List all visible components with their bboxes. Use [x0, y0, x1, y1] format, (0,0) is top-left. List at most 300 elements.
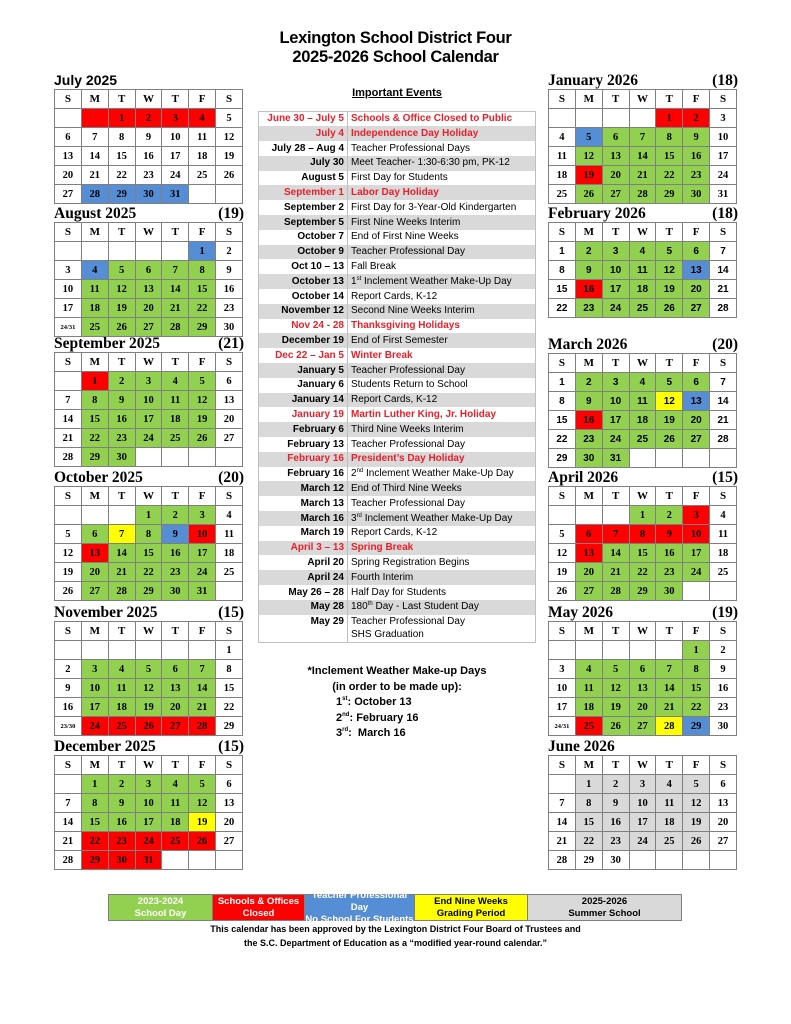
event-row: [259, 585, 536, 600]
day-cell: 7: [656, 660, 683, 679]
weekday-header: S: [549, 90, 576, 109]
legend-item-r: [213, 895, 305, 920]
day-cell: 16: [108, 410, 135, 429]
day-cell: 22: [135, 563, 162, 582]
weekday-header: S: [55, 756, 82, 775]
day-cell: 11: [629, 392, 656, 411]
day-cell: 11: [81, 280, 108, 299]
event-text-secondary: SHS Graduation: [351, 629, 424, 641]
day-cell: 28: [55, 448, 82, 467]
day-cell: 18: [629, 411, 656, 430]
day-cell: 25: [162, 429, 189, 448]
event-description: [348, 259, 536, 274]
day-cell: 16: [108, 813, 135, 832]
day-cell: 18: [216, 544, 243, 563]
month-header: [54, 335, 244, 352]
day-cell: 23: [575, 299, 602, 318]
legend-item-s: [528, 895, 681, 920]
event-row: [259, 185, 536, 200]
day-cell: [710, 582, 737, 601]
day-cell: 12: [602, 679, 629, 698]
week-row: [549, 411, 737, 430]
day-cell: 18: [656, 813, 683, 832]
day-cell: 27: [135, 318, 162, 337]
day-cell: 20: [135, 299, 162, 318]
month-name: November 2025: [54, 604, 158, 621]
day-cell: 30: [602, 851, 629, 870]
school-day-count: (19): [712, 604, 738, 621]
day-cell: 2: [710, 641, 737, 660]
day-cell: 21: [602, 563, 629, 582]
weekday-header: T: [162, 756, 189, 775]
weekday-header: F: [683, 354, 710, 373]
day-cell: 13: [216, 391, 243, 410]
week-row: [55, 280, 243, 299]
day-cell: 8: [549, 261, 576, 280]
day-cell: 5: [135, 660, 162, 679]
event-row: [259, 112, 536, 127]
week-row: [549, 698, 737, 717]
week-row: [55, 851, 243, 870]
week-row: [549, 449, 737, 468]
event-date: April 3 – 13: [259, 541, 348, 556]
day-cell: 17: [135, 410, 162, 429]
month-november-2025: [54, 604, 244, 736]
day-cell: [710, 851, 737, 870]
weekday-header: W: [135, 223, 162, 242]
weekday-header: F: [189, 353, 216, 372]
day-cell: 13: [216, 794, 243, 813]
event-date: October 14: [259, 289, 348, 304]
day-cell: 13: [710, 794, 737, 813]
day-cell: 27: [81, 582, 108, 601]
day-cell: 15: [81, 813, 108, 832]
day-cell: 23/30: [55, 717, 82, 736]
event-text: Teacher Professional Days: [351, 142, 470, 154]
day-cell: 10: [549, 679, 576, 698]
week-row: [549, 430, 737, 449]
weekday-header: T: [162, 487, 189, 506]
month-name: February 2026: [548, 205, 646, 222]
ordinal-suffix: th: [367, 601, 373, 608]
weekday-header: S: [216, 223, 243, 242]
event-text: Fourth Interim: [351, 571, 414, 583]
day-cell: 20: [710, 813, 737, 832]
day-cell: 9: [135, 128, 162, 147]
day-cell: 23: [575, 430, 602, 449]
day-cell: 31: [710, 185, 737, 204]
day-cell: 8: [81, 391, 108, 410]
day-cell: [81, 506, 108, 525]
day-cell: 14: [629, 147, 656, 166]
week-row: [55, 128, 243, 147]
event-date: Oct 10 – 13: [259, 259, 348, 274]
weekday-header: T: [656, 622, 683, 641]
day-cell: 28: [549, 851, 576, 870]
weekday-header: M: [81, 223, 108, 242]
event-row: [259, 348, 536, 363]
day-cell: 29: [216, 717, 243, 736]
day-cell: 1: [656, 109, 683, 128]
month-october-2025: [54, 469, 244, 601]
weekday-header: M: [81, 622, 108, 641]
day-cell: 26: [549, 582, 576, 601]
ordinal-number: 2: [336, 711, 343, 724]
day-cell: 23: [108, 429, 135, 448]
day-cell: 19: [108, 299, 135, 318]
weekday-header: F: [189, 90, 216, 109]
weekday-header: T: [108, 223, 135, 242]
day-cell: 17: [602, 411, 629, 430]
event-date: November 12: [259, 304, 348, 319]
week-row: [55, 372, 243, 391]
weekday-header: T: [656, 354, 683, 373]
day-cell: 27: [602, 185, 629, 204]
day-cell: 10: [629, 794, 656, 813]
day-cell: 17: [135, 813, 162, 832]
weekday-header-row: [549, 90, 737, 109]
day-cell: 17: [602, 280, 629, 299]
day-cell: 21: [710, 411, 737, 430]
weekday-header: W: [629, 487, 656, 506]
day-cell: 11: [710, 525, 737, 544]
weekday-header-row: [55, 353, 243, 372]
ordinal-number: 2: [351, 468, 357, 480]
day-cell: 14: [55, 813, 82, 832]
week-row: [55, 660, 243, 679]
event-description: [348, 319, 536, 334]
day-cell: [683, 582, 710, 601]
week-row: [55, 563, 243, 582]
day-cell: 16: [162, 544, 189, 563]
weekday-header: S: [55, 622, 82, 641]
weekday-header: W: [135, 622, 162, 641]
event-description: [348, 156, 536, 171]
day-cell: 19: [55, 563, 82, 582]
day-cell: [162, 448, 189, 467]
day-cell: 27: [55, 185, 82, 204]
day-cell: 26: [575, 185, 602, 204]
week-row: [55, 299, 243, 318]
day-cell: 14: [656, 679, 683, 698]
event-row: [259, 363, 536, 378]
day-cell: 17: [549, 698, 576, 717]
day-cell: 3: [710, 109, 737, 128]
ordinal-number: 180: [351, 601, 368, 613]
day-cell: 16: [656, 544, 683, 563]
day-cell: 20: [162, 698, 189, 717]
week-row: [549, 813, 737, 832]
month-name: May 2026: [548, 604, 614, 621]
event-text: Independence Day Holiday: [351, 127, 479, 139]
weekday-header: W: [629, 622, 656, 641]
event-text: Teacher Professional Day: [351, 438, 465, 450]
day-cell: 7: [108, 525, 135, 544]
day-cell: 9: [710, 660, 737, 679]
event-description: [348, 437, 536, 452]
month-header: [54, 469, 244, 486]
week-row: [55, 506, 243, 525]
day-cell: 14: [81, 147, 108, 166]
event-description: [348, 511, 536, 526]
day-cell: 1: [81, 372, 108, 391]
event-description: [348, 185, 536, 200]
day-cell: 19: [549, 563, 576, 582]
event-description: [348, 467, 536, 482]
week-row: [55, 775, 243, 794]
day-cell: 24: [710, 166, 737, 185]
weekday-header: S: [216, 487, 243, 506]
event-description: [348, 600, 536, 615]
weekday-header: F: [683, 622, 710, 641]
weekday-header: S: [549, 756, 576, 775]
event-description: [348, 348, 536, 363]
legend-label-line-2: Grading Period: [436, 907, 506, 919]
event-row: [259, 259, 536, 274]
event-date: May 28: [259, 600, 348, 615]
day-cell: 22: [81, 832, 108, 851]
day-cell: 15: [575, 813, 602, 832]
weekday-header: T: [656, 223, 683, 242]
month-header: [54, 738, 244, 755]
event-row: [259, 496, 536, 511]
week-row: [55, 147, 243, 166]
day-cell: 15: [135, 544, 162, 563]
page-subtitle: 2025-2026 School Calendar: [292, 48, 499, 66]
legend-item-g: [109, 895, 213, 920]
day-cell: 4: [81, 261, 108, 280]
day-cell: 2: [575, 242, 602, 261]
weekday-header: T: [162, 353, 189, 372]
day-cell: 20: [683, 280, 710, 299]
day-cell: [602, 641, 629, 660]
event-description: [348, 274, 536, 289]
day-cell: 11: [216, 525, 243, 544]
day-cell: 7: [710, 242, 737, 261]
weekday-header: S: [710, 756, 737, 775]
week-row: [549, 717, 737, 736]
day-cell: 13: [55, 147, 82, 166]
day-cell: 9: [656, 525, 683, 544]
event-date: February 6: [259, 422, 348, 437]
day-cell: 14: [602, 544, 629, 563]
day-cell: 8: [81, 794, 108, 813]
event-text: Report Cards, K-12: [351, 527, 438, 539]
day-cell: 4: [162, 372, 189, 391]
day-cell: 19: [656, 411, 683, 430]
day-cell: 13: [683, 261, 710, 280]
day-cell: 23: [135, 166, 162, 185]
week-row: [55, 391, 243, 410]
day-cell: 4: [629, 242, 656, 261]
week-row: [549, 544, 737, 563]
weekday-header: F: [683, 223, 710, 242]
event-date: December 19: [259, 333, 348, 348]
event-date: May 26 – 28: [259, 585, 348, 600]
week-row: [549, 775, 737, 794]
month-may-2026: [548, 604, 738, 736]
day-cell: 17: [55, 299, 82, 318]
week-row: [55, 185, 243, 204]
day-cell: 14: [710, 261, 737, 280]
day-cell: 26: [216, 166, 243, 185]
weekday-header: W: [629, 223, 656, 242]
day-cell: [162, 242, 189, 261]
day-cell: 30: [108, 851, 135, 870]
event-description: [348, 615, 536, 643]
weekday-header-row: [549, 223, 737, 242]
day-cell: 23: [108, 832, 135, 851]
day-cell: 9: [108, 794, 135, 813]
weekday-header: T: [108, 90, 135, 109]
day-cell: 8: [575, 794, 602, 813]
event-text: Report Cards, K-12: [351, 290, 438, 302]
month-name: October 2025: [54, 469, 143, 486]
day-cell: 14: [549, 813, 576, 832]
day-cell: 27: [683, 299, 710, 318]
weekday-header: T: [162, 90, 189, 109]
day-cell: 5: [656, 242, 683, 261]
day-cell: 2: [683, 109, 710, 128]
day-cell: 23: [216, 299, 243, 318]
weekday-header: T: [602, 622, 629, 641]
day-cell: [629, 109, 656, 128]
day-cell: 8: [189, 261, 216, 280]
day-cell: 2: [55, 660, 82, 679]
day-cell: 7: [81, 128, 108, 147]
month-header: [54, 72, 244, 89]
day-cell: 11: [575, 679, 602, 698]
event-description: [348, 304, 536, 319]
event-row: [259, 467, 536, 482]
event-date: April 20: [259, 555, 348, 570]
week-row: [55, 410, 243, 429]
weekday-header: T: [602, 756, 629, 775]
week-row: [549, 373, 737, 392]
day-cell: [81, 109, 108, 128]
day-cell: [575, 641, 602, 660]
ordinal-suffix: rd: [342, 727, 349, 733]
day-cell: 11: [549, 147, 576, 166]
day-cell: 3: [683, 506, 710, 525]
day-cell: 12: [108, 280, 135, 299]
ordinal-suffix: nd: [356, 468, 364, 475]
day-cell: 4: [162, 775, 189, 794]
week-row: [55, 166, 243, 185]
day-cell: 23: [602, 832, 629, 851]
weekday-header: T: [656, 487, 683, 506]
day-cell: 22: [549, 299, 576, 318]
day-cell: [55, 506, 82, 525]
day-cell: 31: [189, 582, 216, 601]
day-cell: 4: [216, 506, 243, 525]
weekday-header: M: [575, 487, 602, 506]
event-row: [259, 422, 536, 437]
event-row: [259, 215, 536, 230]
inclement-title: *Inclement Weather Make-up Days: [307, 665, 487, 677]
month-september-2025: [54, 335, 244, 467]
day-cell: 2: [108, 372, 135, 391]
day-cell: 16: [602, 813, 629, 832]
month-grid: [54, 222, 243, 337]
month-name: September 2025: [54, 335, 161, 352]
day-cell: 27: [710, 832, 737, 851]
day-cell: 25: [189, 166, 216, 185]
day-cell: 8: [108, 128, 135, 147]
event-row: [259, 570, 536, 585]
event-description: [348, 126, 536, 141]
day-cell: 17: [189, 544, 216, 563]
day-cell: 4: [189, 109, 216, 128]
event-text: End of Third Nine Weeks: [351, 482, 462, 494]
day-cell: 26: [656, 430, 683, 449]
event-date: February 16: [259, 452, 348, 467]
day-cell: 19: [683, 813, 710, 832]
event-description: [348, 585, 536, 600]
day-cell: [575, 109, 602, 128]
day-cell: 29: [656, 185, 683, 204]
day-cell: 22: [216, 698, 243, 717]
day-cell: 25: [710, 563, 737, 582]
month-header: [548, 72, 738, 89]
inclement-item: [258, 726, 536, 742]
day-cell: 28: [710, 430, 737, 449]
day-cell: 4: [549, 128, 576, 147]
day-cell: 16: [135, 147, 162, 166]
day-cell: 12: [683, 794, 710, 813]
day-cell: 13: [629, 679, 656, 698]
day-cell: 3: [162, 109, 189, 128]
week-row: [549, 185, 737, 204]
day-cell: 13: [575, 544, 602, 563]
event-text: Inclement Weather Make-Up Day: [364, 512, 513, 524]
weekday-header: T: [162, 622, 189, 641]
event-row: [259, 230, 536, 245]
weekday-header: W: [135, 353, 162, 372]
day-cell: 3: [549, 660, 576, 679]
day-cell: 6: [683, 242, 710, 261]
event-date: February 13: [259, 437, 348, 452]
legend-label-line-1: Schools & Offices: [217, 895, 300, 907]
day-cell: 1: [189, 242, 216, 261]
event-row: [259, 141, 536, 156]
event-text: Meet Teacher- 1:30-6:30 pm, PK-12: [351, 157, 510, 169]
event-date: January 19: [259, 407, 348, 422]
weekday-header: M: [81, 353, 108, 372]
day-cell: 15: [108, 147, 135, 166]
week-row: [549, 832, 737, 851]
weekday-header: M: [575, 622, 602, 641]
event-description: [348, 363, 536, 378]
weekday-header: T: [108, 353, 135, 372]
event-date: March 19: [259, 526, 348, 541]
day-cell: 12: [216, 128, 243, 147]
day-cell: 28: [162, 318, 189, 337]
week-row: [55, 717, 243, 736]
day-cell: 30: [575, 449, 602, 468]
day-cell: 3: [55, 261, 82, 280]
day-cell: [189, 641, 216, 660]
event-date: April 24: [259, 570, 348, 585]
legend-label-line-1: End Nine Weeks: [434, 895, 508, 907]
day-cell: 19: [135, 698, 162, 717]
makeup-date: : October 13: [347, 696, 412, 708]
day-cell: 8: [549, 392, 576, 411]
event-description: [348, 452, 536, 467]
day-cell: 22: [683, 698, 710, 717]
day-cell: 1: [81, 775, 108, 794]
month-header: [54, 205, 244, 222]
